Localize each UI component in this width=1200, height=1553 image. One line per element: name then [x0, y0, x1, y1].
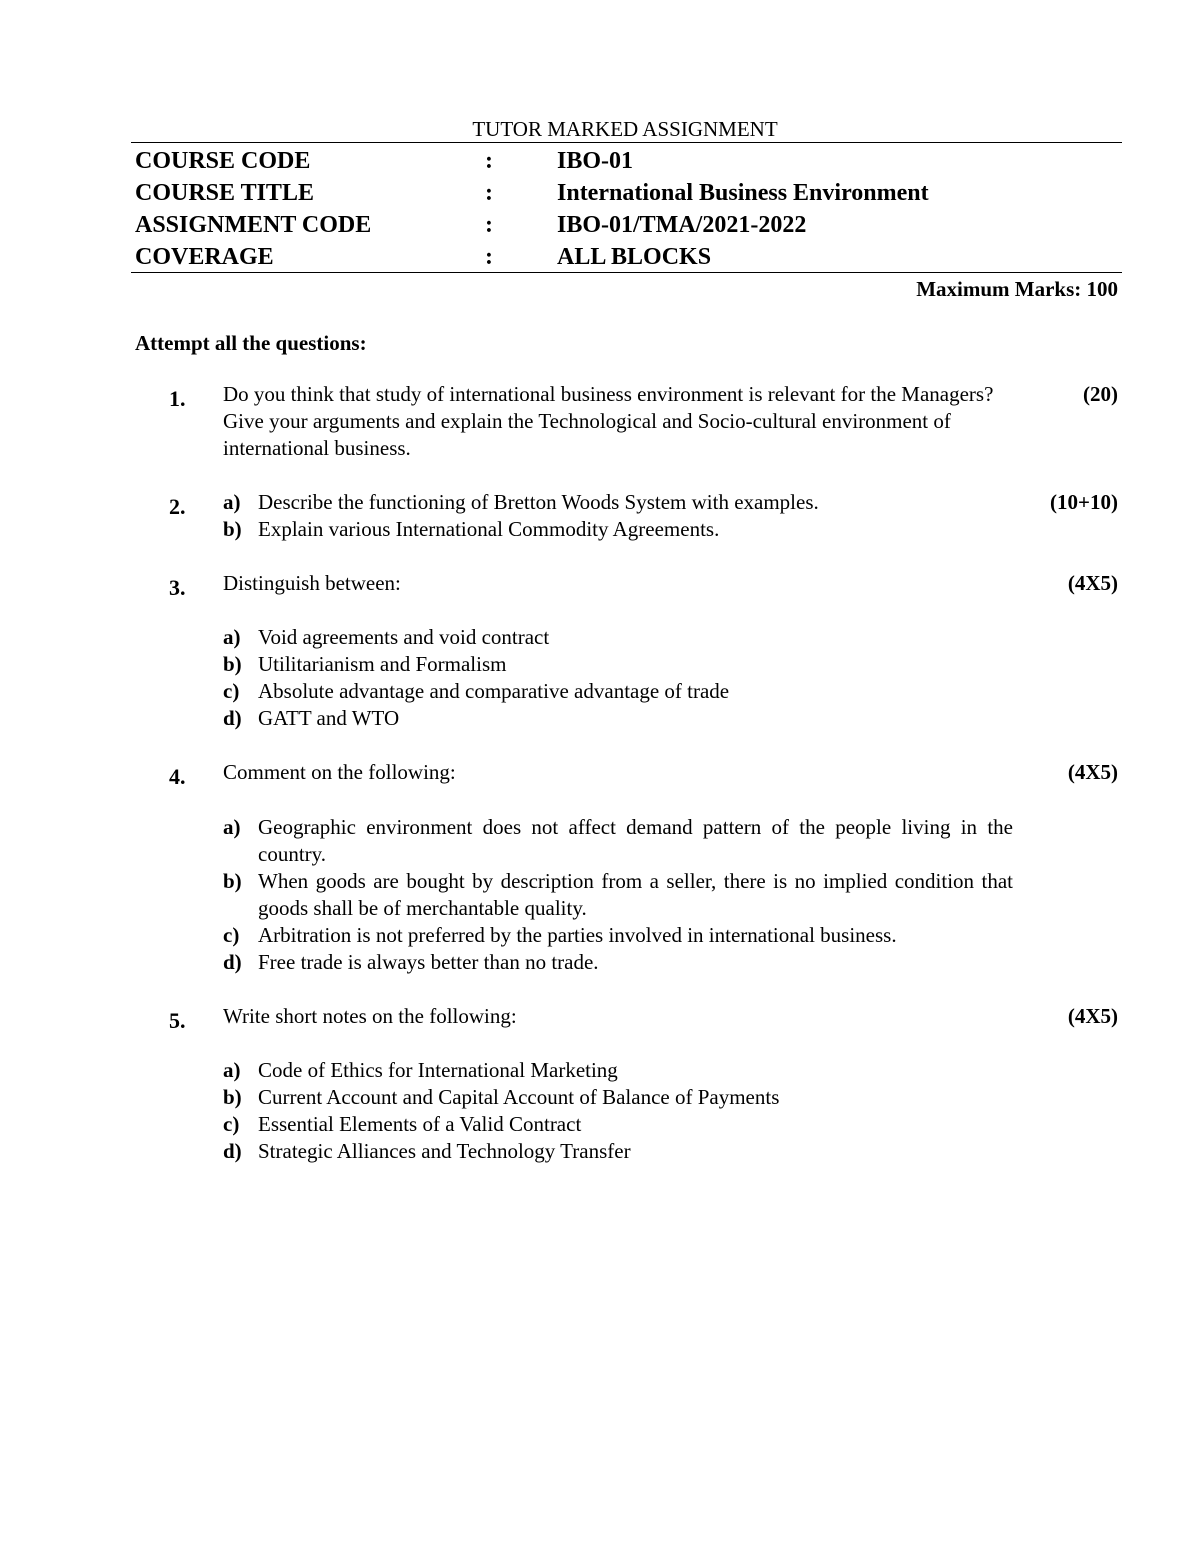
sub-question-letter: c)	[223, 679, 240, 703]
sub-question-list	[223, 1057, 1013, 1165]
sub-question	[223, 651, 1013, 678]
sub-question	[223, 1084, 1013, 1111]
sub-question	[223, 1057, 1013, 1084]
course-info-table	[135, 145, 1120, 273]
coverage-row	[135, 241, 1120, 273]
question-marks: (4X5)	[1067, 571, 1118, 595]
question-text: Write short notes on the following:	[223, 1004, 517, 1028]
question-marks: (4X5)	[1067, 760, 1118, 784]
assignment-code-value: IBO-01/TMA/2021-2022	[557, 212, 807, 238]
sub-question	[223, 705, 1013, 732]
question-text: Distinguish between:	[223, 571, 401, 595]
sub-question-text: Geographic environment does not affect demand pattern of the people living in the country.	[258, 815, 1013, 866]
header-bottom-rule	[131, 272, 1122, 273]
sub-question-letter: a)	[223, 625, 241, 649]
sub-question-text: Essential Elements of a Valid Contract	[258, 1112, 582, 1136]
sub-question-letter: b)	[223, 517, 242, 541]
sub-question	[223, 1111, 1013, 1138]
sub-question	[223, 949, 1013, 976]
sub-question	[223, 922, 1013, 949]
sub-question-letter: b)	[223, 869, 242, 893]
sub-question	[223, 678, 1013, 705]
maximum-marks: Maximum Marks: 100	[916, 277, 1118, 301]
course-code-value: IBO-01	[557, 148, 634, 174]
sub-question-list	[223, 814, 1013, 976]
header-top-rule	[131, 142, 1122, 143]
question-number: 4.	[169, 764, 186, 789]
sub-question-letter: a)	[223, 1058, 241, 1082]
sub-question	[223, 868, 1013, 922]
page-title: TUTOR MARKED ASSIGNMENT	[472, 117, 778, 141]
course-title-colon: :	[485, 180, 493, 206]
sub-question-text: Utilitarianism and Formalism	[258, 652, 507, 676]
course-title-row	[135, 177, 1120, 209]
course-title-value: International Business Environment	[557, 180, 929, 206]
question-marks: (4X5)	[1067, 1004, 1118, 1028]
sub-question-list	[223, 489, 1013, 543]
sub-question	[223, 489, 1013, 516]
sub-question-text: Void agreements and void contract	[258, 625, 550, 649]
assignment-code-row	[135, 209, 1120, 241]
sub-question-letter: a)	[223, 490, 241, 514]
question-number: 3.	[169, 575, 186, 600]
sub-question-text: GATT and WTO	[258, 706, 400, 730]
sub-question-text: Current Account and Capital Account of Balance of Payments	[258, 1085, 780, 1109]
instructions: Attempt all the questions:	[135, 331, 367, 355]
assignment-code-colon: :	[485, 212, 493, 238]
sub-question-letter: b)	[223, 652, 242, 676]
course-code-label: COURSE CODE	[135, 148, 311, 174]
question-number: 5.	[169, 1008, 186, 1033]
question-marks: (10+10)	[1050, 490, 1118, 514]
sub-question-text: Strategic Alliances and Technology Transfer	[258, 1139, 631, 1163]
sub-question-letter: c)	[223, 923, 240, 947]
course-code-colon: :	[485, 148, 493, 174]
sub-question	[223, 1138, 1013, 1165]
course-title-label: COURSE TITLE	[135, 180, 314, 206]
sub-question-text: Arbitration is not preferred by the parties involved in international business.	[258, 923, 897, 947]
course-code-row	[135, 145, 1120, 177]
coverage-value: ALL BLOCKS	[557, 244, 712, 270]
sub-question-letter: c)	[223, 1112, 240, 1136]
sub-question-letter: d)	[223, 950, 242, 974]
sub-question-text: Free trade is always better than no trade.	[258, 950, 599, 974]
sub-question-letter: a)	[223, 815, 241, 839]
sub-question-text: Describe the functioning of Bretton Woods System with examples.	[258, 490, 819, 514]
question-text: Do you think that study of international business environment is relevant for the Managers? Give your arguments and explain the Technological and Socio-cultural environment of international business.	[223, 382, 994, 460]
sub-question	[223, 624, 1013, 651]
sub-question-text: Absolute advantage and comparative advantage of trade	[258, 679, 730, 703]
question-text: Comment on the following:	[223, 760, 456, 784]
sub-question-letter: b)	[223, 1085, 242, 1109]
sub-question-text: Code of Ethics for International Marketing	[258, 1058, 618, 1082]
sub-question-text: Explain various International Commodity Agreements.	[258, 517, 720, 541]
assignment-code-label: ASSIGNMENT CODE	[135, 212, 372, 238]
question-number: 1.	[169, 386, 186, 411]
sub-question-text: When goods are bought by description from a seller, there is no implied condition that goods shall be of merchantable quality.	[258, 869, 1013, 920]
coverage-colon: :	[485, 244, 493, 270]
coverage-label: COVERAGE	[135, 244, 274, 270]
sub-question-letter: d)	[223, 706, 242, 730]
sub-question-letter: d)	[223, 1139, 242, 1163]
question-number: 2.	[169, 494, 186, 519]
sub-question	[223, 814, 1013, 868]
question-marks: (20)	[1083, 382, 1118, 406]
sub-question-list	[223, 624, 1013, 732]
sub-question	[223, 516, 1013, 543]
